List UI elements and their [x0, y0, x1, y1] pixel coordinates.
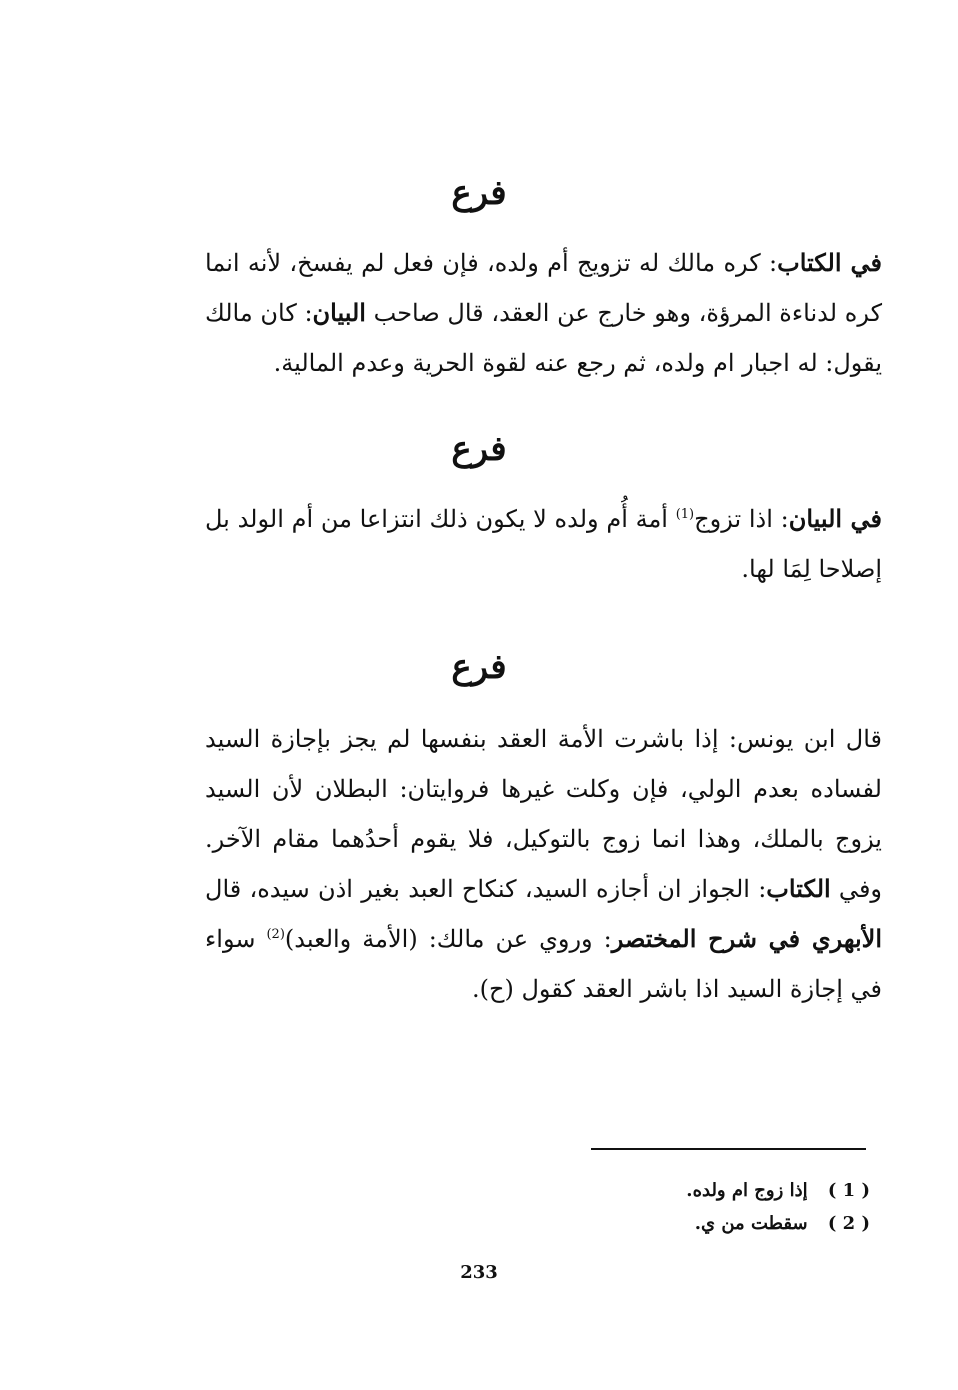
bold-term: في الكتاب [777, 248, 883, 277]
text-run: : الجواز ان أجازه السيد، كنكاح العبد بغير اذن سيده، قال [205, 875, 767, 903]
section-body-1 [205, 238, 882, 388]
footnote-text: إذا زوج ام ولده. [686, 1180, 808, 1201]
section-heading-1: فرع [451, 173, 507, 213]
page-number: 233 [460, 1262, 498, 1283]
footnotes [560, 1174, 870, 1240]
bold-term: الكتاب [766, 874, 831, 903]
text-run: : كان مالك يقول: له اجبار ام ولده، ثم رجع عنه لقوة الحرية وعدم المالية. [205, 299, 882, 377]
text-run: : كره مالك له تزويج أم ولده، فإن فعل لم يفسخ، لأنه انما كره لدناءة المرؤة، وهو خارج عن العقد، قال صاحب [205, 249, 882, 327]
text-run: أمة أُم ولده لا يكون ذلك انتزاعا من أم الولد بل إصلاحا لِمَا لها. [205, 505, 882, 583]
footnote-text: سقطت من ي. [694, 1213, 808, 1234]
section-body-3 [205, 714, 882, 1014]
text-run: قال ابن يونس: إذا باشرت الأمة العقد بنفسها لم يجز بإجازة السيد لفساده بعدم الولي، فإن وكلت غيرها فروايتان: البطلان لأن السيد يزوج بالملك، وهذا انما زوج بالتوكيل، فلا يقوم أحدُهما مقام الآخر. وفي [205, 725, 883, 903]
section-heading-2: فرع [451, 429, 507, 469]
section-body-2 [205, 494, 882, 594]
bold-term: البيان [312, 298, 366, 327]
footnote-2 [560, 1207, 870, 1240]
footnote-marker: (2) [266, 927, 285, 942]
footnote-divider [591, 1148, 866, 1150]
bold-term: الأبهري في شرح المختصر [611, 924, 883, 953]
footnote-number: ( 2 ) [827, 1213, 870, 1234]
text-run: : اذا تزوج [694, 505, 789, 533]
footnote-number: ( 1 ) [827, 1180, 870, 1201]
section-heading-3: فرع [451, 647, 507, 687]
bold-term: في البيان [788, 504, 883, 533]
text-run: : وروي عن مالك: (الأمة والعبد) [284, 925, 612, 953]
footnote-1 [560, 1174, 870, 1207]
footnote-marker: (1) [675, 507, 695, 522]
text-run: سواء في إجازة السيد اذا باشر العقد كقول (ح). [205, 925, 882, 1003]
